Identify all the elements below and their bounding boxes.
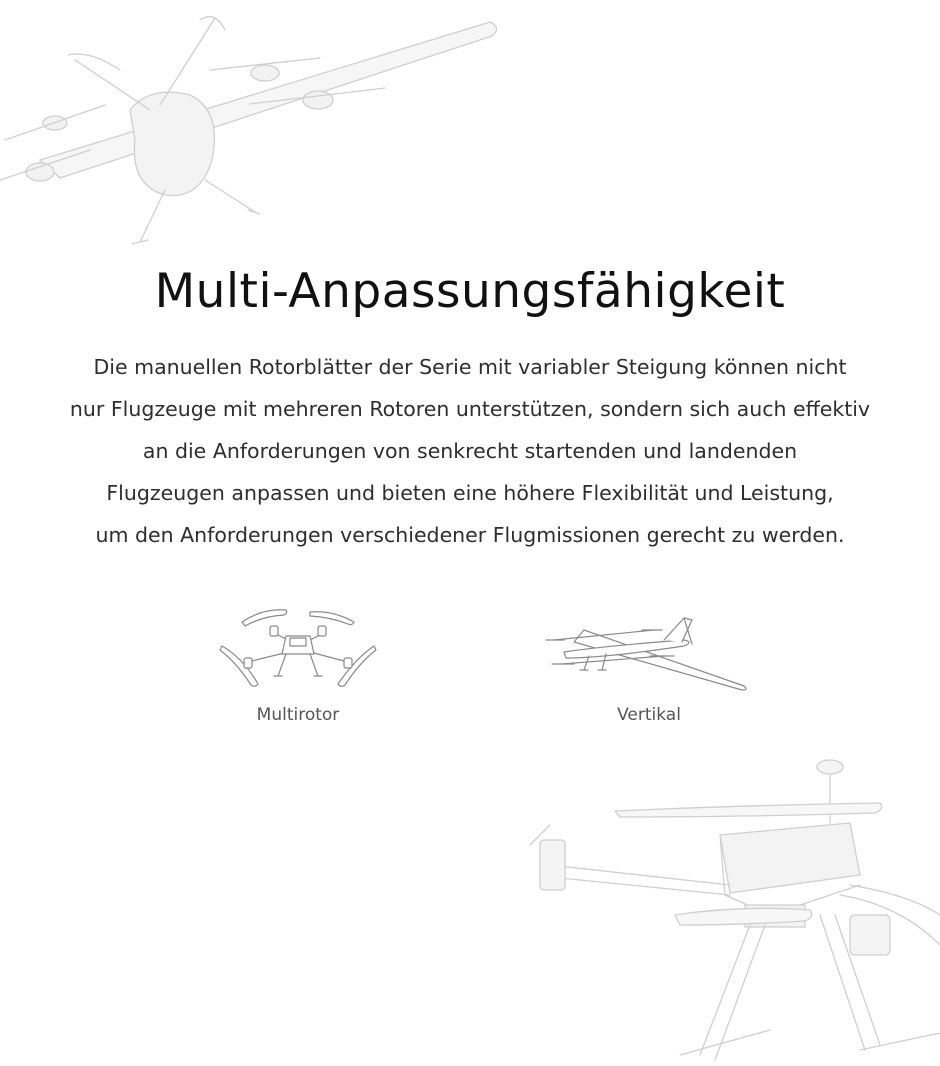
description-paragraph (30, 346, 910, 556)
description-line: an die Anforderungen von senkrecht startenden und landenden (142, 439, 798, 463)
description-line: nur Flugzeuge mit mehreren Rotoren unterstützen, sondern sich auch effektiv (69, 397, 871, 421)
page-title: Multi-Anpassungsfähigkeit (154, 264, 786, 319)
vtol-drone-background-illustration (0, 0, 510, 250)
aircraft-type-label: Multirotor (256, 705, 340, 725)
quadcopter-background-illustration (520, 745, 940, 1066)
aircraft-type-multirotor (188, 600, 408, 727)
vtol-aircraft-icon (544, 600, 754, 695)
aircraft-type-vertikal (539, 600, 759, 727)
description-line: um den Anforderungen verschiedener Flugmissionen gerecht zu werden. (95, 523, 845, 547)
aircraft-type-label: Vertikal (617, 705, 681, 725)
description-line: Die manuellen Rotorblätter der Serie mit variabler Steigung können nicht (93, 355, 847, 379)
description-line: Flugzeugen anpassen und bieten eine höhere Flexibilität und Leistung, (106, 481, 834, 505)
multirotor-drone-icon (218, 600, 378, 695)
